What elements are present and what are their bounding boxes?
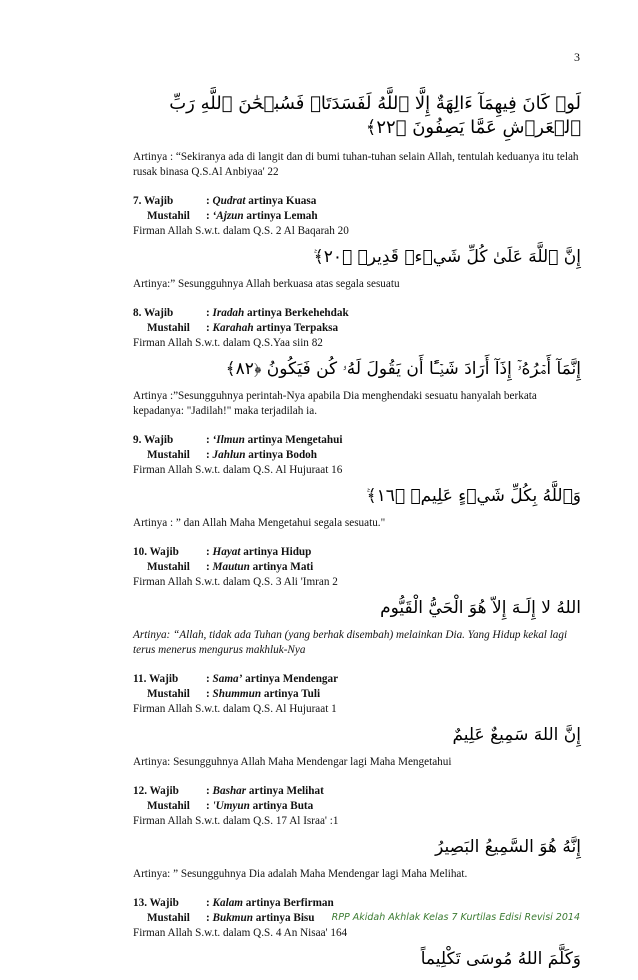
mustahil-label: Mustahil [147,210,190,222]
artinya-text: Artinya :”Sesungguhnya perintah-Nya apabila Dia menghendaki sesuatu hanyalah berkata kepadanya: "Jadilah!" maka terjadilah ia. [133,390,537,417]
firman-reference: Firman Allah S.w.t. dalam Q.S. Al Hujuraat 1 [133,703,337,715]
wajib-number: 7. Wajib [133,195,174,207]
mustahil-row [133,321,585,336]
arabic-verse-top: لَوۡ كَانَ فِيهِمَآ ءَالِهَةٌ إِلَّا ٱللَّهُ لَفَسَدَتَاۚ فَسُبۡحَٰنَ ٱللَّهِ رَبِّ ٱلۡعَرۡشِ عَمَّا يَصِفُونَ ﴿٢٢﴾ [169,93,581,138]
mustahil-row [133,687,585,702]
mustahil-term: 'Umyun [212,800,250,812]
wajib-row [133,545,585,560]
wajib-definition: : Sama’ artinya Mendengar [206,673,339,685]
wajib-number: 12. Wajib [133,785,179,797]
wajib-term: Kalam [212,897,243,909]
arabic-verse: وَكَلَّمَ اللهُ مُوسَى تَكْلِيماً [420,949,581,969]
firman-reference: Firman Allah S.w.t. dalam Q.S. 4 An Nisaa' 164 [133,927,348,939]
firman-reference: Firman Allah S.w.t. dalam Q.S. 2 Al Baqarah 20 [133,225,349,237]
mustahil-definition: : Shummun artinya Tuli [206,688,321,700]
wajib-term: Qudrat [212,195,246,207]
wajib-definition: : Hayat artinya Hidup [206,546,312,558]
wajib-number: 9. Wajib [133,434,174,446]
mustahil-label: Mustahil [147,800,190,812]
mustahil-row [133,560,585,575]
wajib-row [133,896,585,911]
firman-reference: Firman Allah S.w.t. dalam Q.S.Yaa siin 82 [133,337,323,349]
artinya-text: Artinya:” Sesungguhnya Allah berkuasa atas segala sesuatu [133,278,400,290]
attribute-sections [133,194,585,971]
arabic-verse: وَٱللَّهُ بِكُلِّ شَيۡءٍ عَلِيمٞ ﴿١٦﴾ [366,486,581,506]
attribute-section [133,306,585,419]
firman-reference: Firman Allah S.w.t. dalam Q.S. 17 Al Israa' :1 [133,815,339,827]
mustahil-definition: : Karahah artinya Terpaksa [206,322,339,334]
artinya-text: Artinya : ” dan Allah Maha Mengetahui segala sesuatu." [133,517,386,529]
mustahil-label: Mustahil [147,449,190,461]
page-number: 3 [574,50,580,64]
mustahil-term: Bukmun [212,912,253,924]
wajib-definition: : Bashar artinya Melihat [206,785,324,797]
mustahil-row [133,448,585,463]
wajib-term: Sama’ [212,673,243,685]
attribute-section [133,433,585,531]
artinya-text: Artinya: “Allah, tidak ada Tuhan (yang berhak disembah) melainkan Dia. Yang Hidup kekal lagi terus menerus mengurus makhluk-Nya [133,629,568,656]
artinya-text: Artinya: Sesungguhnya Allah Maha Mendengar lagi Maha Mengetahui [133,756,452,768]
attribute-section [133,194,585,292]
mustahil-term: ‘Ajzun [212,210,244,222]
wajib-row [133,672,585,687]
wajib-row [133,784,585,799]
mustahil-term: Shummun [212,688,262,700]
artinya-top: Artinya : “Sekiranya ada di langit dan di bumi tuhan-tuhan selain Allah, tentulah keduanya itu telah rusak binasa Q.S.Al Anbiyaa' 22 [133,151,579,178]
wajib-definition: : Iradah artinya Berkehehdak [206,307,349,319]
mustahil-term: Karahah [212,322,254,334]
firman-reference: Firman Allah S.w.t. dalam Q.S. 3 Ali 'Imran 2 [133,576,338,588]
wajib-number: 11. Wajib [133,673,179,685]
arabic-verse: إِنَّ ٱللَّهَ عَلَىٰ كُلِّ شَيۡءٖ قَدِيرٞ ﴿٢٠﴾ [313,247,581,267]
wajib-number: 13. Wajib [133,897,179,909]
page-content [133,92,585,979]
firman-reference: Firman Allah S.w.t. dalam Q.S. Al Hujuraat 16 [133,464,343,476]
wajib-number: 8. Wajib [133,307,174,319]
wajib-term: Iradah [212,307,245,319]
mustahil-label: Mustahil [147,322,190,334]
page-footer: RPP Akidah Akhlak Kelas 7 Kurtilas Edisi Revisi 2014 [331,912,580,923]
wajib-definition: : Qudrat artinya Kuasa [206,195,317,207]
wajib-definition: : ‘Ilmun artinya Mengetahui [206,434,343,446]
arabic-verse: اللهُ لا إِلَـهَ إِلاّ هُوَ الْحَيُّ الْقَيُّوم [380,598,581,618]
wajib-row [133,306,585,321]
mustahil-definition: : Bukmun artinya Bisu [206,912,315,924]
wajib-row [133,194,585,209]
mustahil-label: Mustahil [147,912,190,924]
mustahil-row [133,209,585,224]
wajib-number: 10. Wajib [133,546,179,558]
wajib-term: ‘Ilmun [212,434,245,446]
wajib-term: Hayat [212,546,241,558]
attribute-section [133,672,585,770]
mustahil-definition: : ‘Ajzun artinya Lemah [206,210,318,222]
arabic-verse: إِنَّهُ هُوَ السَّمِيعُ البَصِيرُ [435,837,581,857]
attribute-section [133,896,585,971]
mustahil-label: Mustahil [147,688,190,700]
mustahil-definition: : Jahlun artinya Bodoh [206,449,317,461]
mustahil-definition: : 'Umyun artinya Buta [206,800,314,812]
wajib-row [133,433,585,448]
wajib-definition: : Kalam artinya Berfirman [206,897,334,909]
mustahil-row [133,799,585,814]
arabic-verse: إِنَّ اللهَ سَمِيعٌ عَلِيمٌ [452,725,581,745]
mustahil-label: Mustahil [147,561,190,573]
mustahil-term: Jahlun [212,449,246,461]
mustahil-definition: : Mautun artinya Mati [206,561,314,573]
artinya-text: Artinya: ” Sesungguhnya Dia adalah Maha Mendengar lagi Maha Melihat. [133,868,468,880]
mustahil-term: Mautun [212,561,250,573]
attribute-section [133,545,585,658]
arabic-verse: إِنَّمَآ أَمۡرُهُۥٓ إِذَآ أَرَادَ شَيۡـًٔا أَن يَقُولَ لَهُۥ كُن فَيَكُونُ ﴿٨٢﴾ [225,359,581,379]
attribute-section [133,784,585,882]
wajib-term: Bashar [212,785,247,797]
